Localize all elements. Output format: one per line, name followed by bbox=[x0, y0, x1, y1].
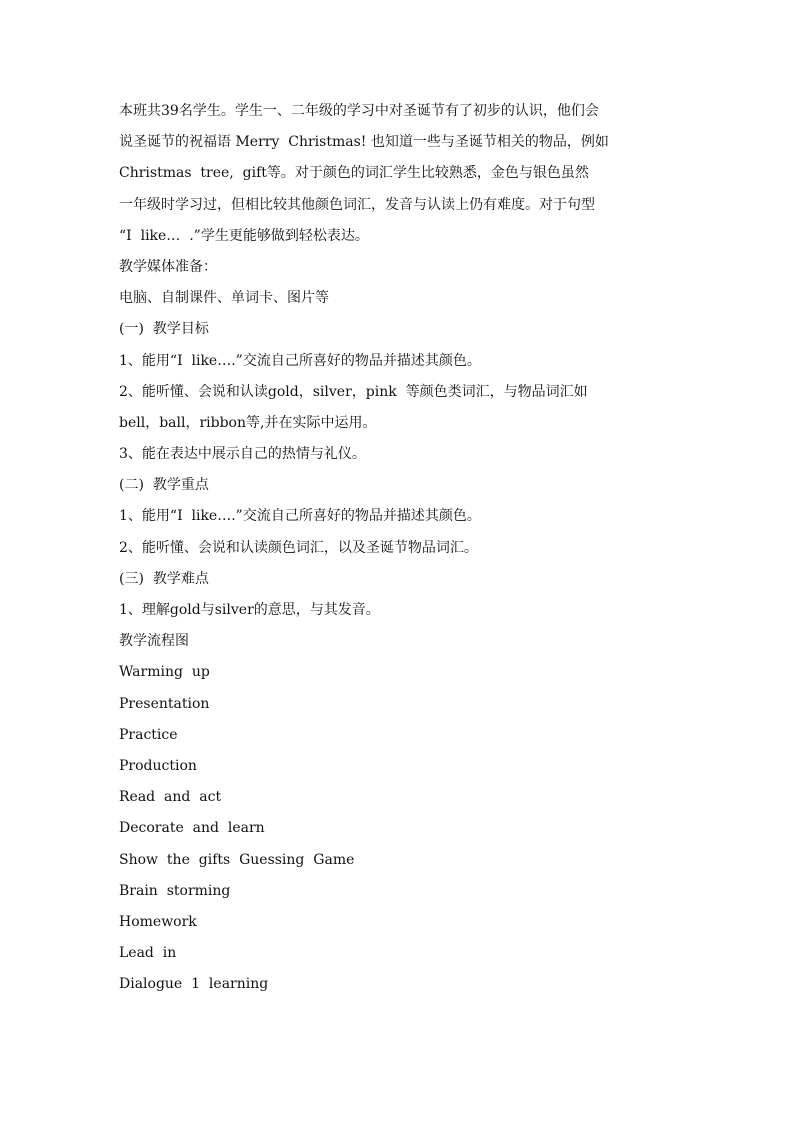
key-points-list bbox=[119, 501, 679, 563]
intro-line: “I like… .”学生更能够做到轻松表达。 bbox=[119, 227, 369, 244]
objective-item: 3、能在表达中展示自己的热情与礼仪。 bbox=[119, 446, 366, 463]
objective-item: 1、能用“I like….”交流自己所喜好的物品并描述其颜色。 bbox=[119, 352, 481, 369]
document-body bbox=[119, 96, 679, 1000]
difficulty-item: 1、理解gold与silver的意思，与其发音。 bbox=[119, 602, 380, 618]
flow-heading: 教学流程图 bbox=[119, 633, 189, 650]
key-point-item: 2、能听懂、会说和认读颜色词汇，以及圣诞节物品词汇。 bbox=[119, 539, 478, 556]
objective-item: 2、能听懂、会说和认读gold，silver，pink 等颜色类词汇，与物品词汇如 bbox=[119, 383, 588, 400]
difficulties-heading: (三) 教学难点 bbox=[119, 570, 209, 587]
flow-list bbox=[119, 657, 679, 1000]
flow-item: Presentation bbox=[119, 695, 210, 712]
key-point-item: 1、能用“I like….”交流自己所喜好的物品并描述其颜色。 bbox=[119, 508, 481, 525]
difficulties-list bbox=[119, 595, 679, 626]
objectives-list bbox=[119, 346, 679, 471]
media-heading: 教学媒体准备： bbox=[119, 258, 217, 275]
flow-item: Show the gifts Guessing Game bbox=[119, 851, 355, 868]
objective-item: bell，ball，ribbon等,并在实际中运用。 bbox=[119, 414, 377, 431]
flow-item: Practice bbox=[119, 726, 178, 743]
intro-line: 本班共39名学生。学生一、二年级的学习中对圣诞节有了初步的认识，他们会 bbox=[119, 103, 599, 119]
media-items: 电脑、自制课件、单词卡、图片等 bbox=[119, 290, 329, 307]
flow-item: Lead in bbox=[119, 945, 177, 962]
flow-item: Decorate and learn bbox=[119, 820, 265, 837]
flow-item: Read and act bbox=[119, 789, 222, 806]
key-points-heading: (二) 教学重点 bbox=[119, 477, 209, 494]
objectives-heading: (一) 教学目标 bbox=[119, 321, 209, 338]
flow-item: Homework bbox=[119, 913, 197, 930]
flow-item: Production bbox=[119, 757, 197, 774]
intro-line: Christmas tree, gift等。对于颜色的词汇学生比较熟悉，金色与银色虽然 bbox=[119, 165, 589, 182]
flow-item: Warming up bbox=[119, 664, 210, 681]
intro-line: 说圣诞节的祝福语 Merry Christmas! 也知道一些与圣诞节相关的物品，例如 bbox=[119, 134, 609, 151]
flow-item: Brain storming bbox=[119, 882, 231, 899]
flow-item: Dialogue 1 learning bbox=[119, 976, 269, 993]
intro-paragraph bbox=[119, 96, 679, 252]
intro-line: 一年级时学习过，但相比较其他颜色词汇，发音与认读上仍有难度。对于句型 bbox=[119, 196, 595, 213]
